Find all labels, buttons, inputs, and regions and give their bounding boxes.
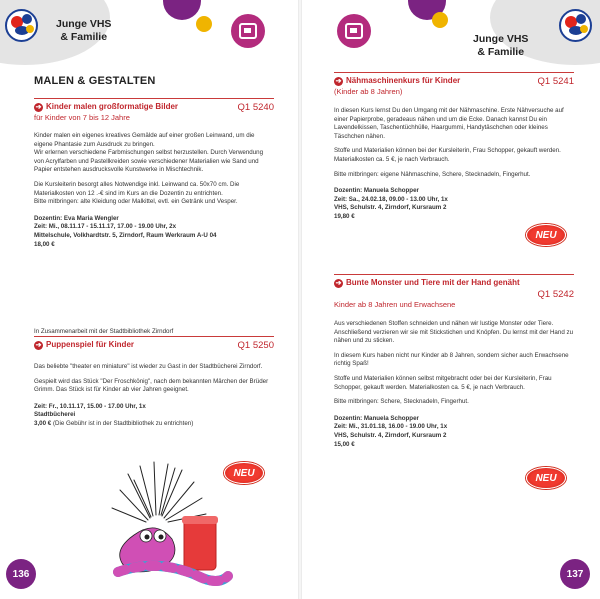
course-price-note: (Die Gebühr ist in der Stadtbibliothek zu entrichten) [52, 419, 194, 427]
course-block [34, 98, 274, 249]
course-price-line [34, 420, 274, 429]
course-block [334, 274, 574, 449]
course-block [34, 336, 274, 429]
course-subtitle: für Kinder von 7 bis 12 Jahre [34, 113, 130, 122]
course-price: 19,80 € [334, 212, 355, 220]
course-time: Zeit: Mi., 31.01.18, 16.00 - 19.00 Uhr, 1x [334, 423, 448, 431]
course-title[interactable]: ➔ Nähmaschinenkurs für Kinder [335, 76, 461, 85]
course-title[interactable]: ➔ Kinder malen großformatige Bilder [35, 102, 179, 111]
brand-label: Junge VHS & Familie [56, 18, 112, 43]
course-place: Stadtbücherei [34, 411, 76, 419]
course-code: Q1 5250 [237, 340, 274, 351]
course-description: Bitte mitbringen: eigene Nähmaschine, Schere, Stecknadeln, Fingerhut. [334, 170, 531, 178]
course-subtitle: (Kinder ab 8 Jahren) [334, 87, 403, 96]
right-page [300, 0, 600, 599]
vhs-logo-icon [5, 9, 38, 42]
cooperation-note: In Zusammenarbeit mit der Stadtbibliothek Zirndorf [34, 328, 174, 335]
arrow-circle-icon: ➔ [35, 104, 42, 111]
course-description: Gespielt wird das Stück "Der Froschkönig", nach dem bekannten Märchen der Brüder Grimm. Das Stück ist für Kinder ab vier Jahren geeignet. [34, 377, 269, 394]
page-number: 136 [6, 559, 36, 589]
course-price: 18,00 € [34, 240, 55, 248]
course-teacher: Dozentin: Manuela Schopper [334, 414, 419, 422]
course-details [34, 403, 274, 429]
header-decoration [432, 12, 448, 28]
course-price: 3,00 € [34, 419, 52, 427]
course-description: Bitte mitbringen: Schere, Stecknadeln, Fingerhut. [334, 398, 469, 406]
course-code: Q1 5242 [537, 289, 574, 300]
vhs-logo-icon [559, 9, 592, 42]
course-description: In diesen Kurs lernst Du den Umgang mit der Nähmaschine. Erste Nähversuche auf einer Papierprobe, geradeaus nähen und um die Ecke. Danach kannst Du ein Lavendelkissen, Taschentüchhülle, Haargummi, Handytäschchen oder kleines Täschchen nähen. [334, 107, 564, 140]
course-description: Stoffe und Materialien können selbst mitgebracht oder bei der Kursleiterin, Frau Schopper, gekauft werden. Materialkosten ca. 5 €, je nach Verbrauch. [334, 374, 552, 391]
course-details [334, 415, 574, 449]
course-description: Kinder malen ein eigenes kreatives Gemälde auf einer großen Leinwand, um die eigene Phantasie zum Ausdruck zu bringen. [34, 132, 255, 148]
course-teacher: Dozentin: Manuela Schopper [334, 187, 419, 195]
arrow-circle-icon: ➔ [35, 342, 42, 349]
header-decoration [163, 0, 201, 20]
course-description: Das beliebte "theater en miniature" ist wieder zu Gast in der Stadtbücherei Zirndorf. [34, 363, 263, 370]
course-teacher: Dozentin: Eva Maria Wengler [34, 214, 119, 222]
course-details [334, 187, 574, 221]
header-decoration [196, 16, 212, 32]
page-number: 137 [560, 559, 590, 589]
monster-illustration [108, 460, 238, 595]
section-title: MALEN & GESTALTEN [34, 75, 156, 87]
course-time: Zeit: Sa., 24.02.18, 09.00 - 13.00 Uhr, 1x [334, 195, 448, 203]
course-title[interactable]: ➔ Bunte Monster und Tiere mit der Hand genäht [335, 278, 520, 287]
arrow-circle-icon: ➔ [335, 280, 342, 287]
craft-topic-icon [337, 14, 371, 48]
course-place: Mittelschule, Volkhardtstr. 5, Zirndorf, Raum Werkraum A-U 04 [34, 231, 217, 239]
course-description: Bitte mitbringen: alte Kleidung oder Malkittel, evtl. ein Getränk und Vesper. [34, 198, 238, 206]
course-time: Zeit: Mi., 08.11.17 - 15.11.17, 17.00 - 19.00 Uhr, 2x [34, 223, 177, 231]
course-description: Stoffe und Materialien können bei der Kursleiterin, Frau Schopper, gekauft werden. Materialkosten ca. 5 €, je nach Verbrauch. [334, 147, 561, 163]
course-details [34, 215, 274, 249]
course-description: Aus verschiedenen Stoffen schneiden und nähen wir lustige Monster oder Tiere. Anschließend verzieren wir sie mit Stickstichen und Knöpfen. Du lernst mit der Hand zu nähen und zu sticken. [334, 320, 574, 345]
brand-label: Junge VHS & Familie [473, 33, 529, 58]
neu-badge-icon: NEU [526, 467, 566, 489]
course-title[interactable]: ➔ Puppenspiel für Kinder [35, 340, 135, 349]
course-code: Q1 5241 [537, 76, 574, 87]
arrow-circle-icon: ➔ [335, 78, 342, 85]
course-place: VHS, Schulstr. 4, Zirndorf, Kursraum 2 [334, 204, 447, 212]
course-description: In diesem Kurs haben nicht nur Kinder ab 8 Jahren, sondern sicher auch Erwachsene richtig Spaß! [334, 351, 569, 368]
course-price: 15,00 € [334, 440, 355, 448]
course-subtitle: Kinder ab 8 Jahren und Erwachsene [334, 300, 456, 309]
craft-topic-icon [231, 14, 265, 48]
neu-badge-icon: NEU [224, 462, 264, 484]
course-description: Die Kursleiterin besorgt alles Notwendige inkl. Leinwand ca. 50x70 cm. Die Materialkosten von 12 .-€ sind im Kurs an die Dozentin zu entrichten. [34, 180, 240, 197]
course-block [334, 72, 574, 222]
course-time: Zeit: Fr., 10.11.17, 15.00 - 17.00 Uhr, 1x [34, 402, 146, 410]
neu-badge-icon: NEU [526, 224, 566, 246]
course-place: VHS, Schulstr. 4, Zirndorf, Kursraum 2 [334, 431, 447, 439]
course-description: Wir erlernen verschiedene Farbmischungen selbst herzustellen. Durch Verwendung von Acrylfarben und Pastellkreiden sowie verschiedener Materialien wie Sand und Papier entstehen ausdrucksvolle Kunstwerke in Mischtechnik. [34, 149, 264, 174]
course-code: Q1 5240 [237, 102, 274, 113]
